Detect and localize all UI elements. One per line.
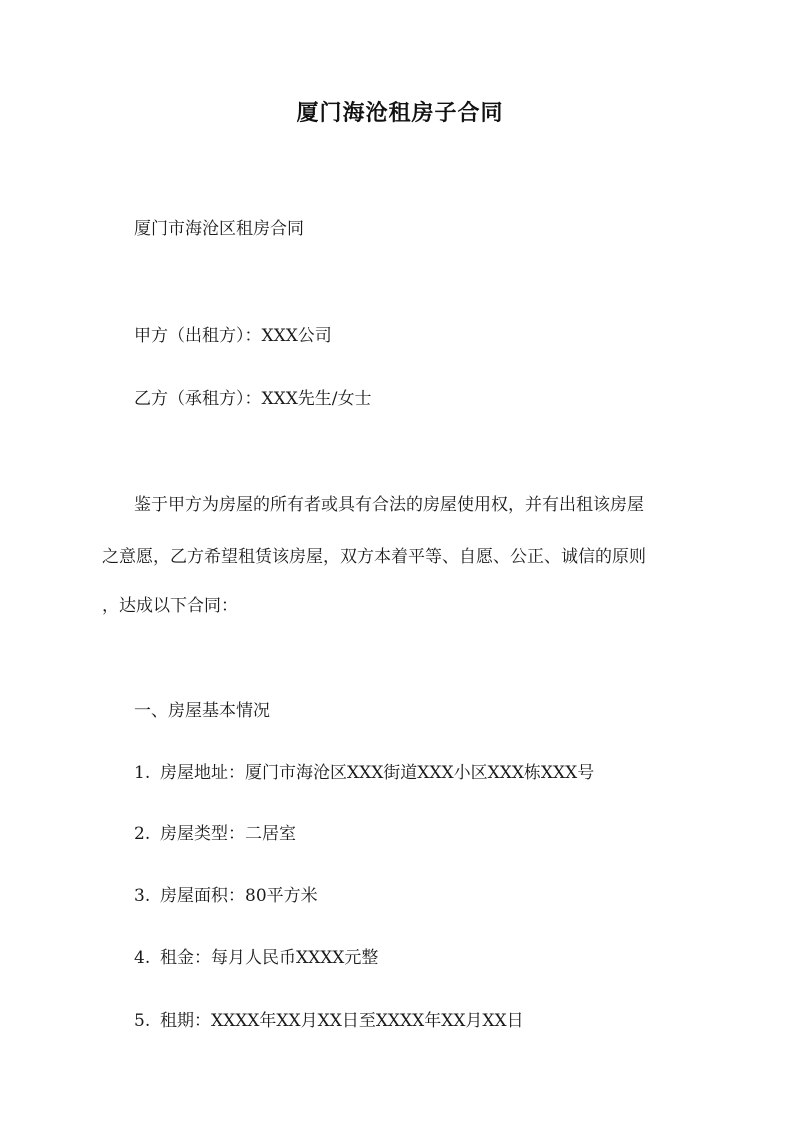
party-a-line: 甲方（出租方）：XXX公司 bbox=[134, 326, 332, 346]
list-item-number: 5. bbox=[134, 1011, 151, 1031]
list-item bbox=[134, 822, 296, 846]
preamble-line-1: 鉴于甲方为房屋的所有者或具有合法的房屋使用权，并有出租该房屋 bbox=[134, 495, 644, 515]
contract-subtitle: 厦门市海沧区租房合同 bbox=[134, 219, 304, 239]
list-item bbox=[134, 1009, 524, 1033]
list-item bbox=[134, 884, 318, 908]
list-item-number: 1. bbox=[134, 763, 151, 783]
list-item-number: 4. bbox=[134, 948, 151, 968]
list-item-number: 3. bbox=[134, 886, 151, 906]
preamble-line-3: ，达成以下合同： bbox=[102, 596, 238, 616]
list-item bbox=[134, 761, 594, 785]
list-item-text: 房屋面积：80平方米 bbox=[160, 886, 318, 906]
preamble-line-2: 之意愿，乙方希望租赁该房屋，双方本着平等、自愿、公正、诚信的原则 bbox=[102, 547, 646, 567]
list-item bbox=[134, 946, 378, 970]
list-item-text: 租金：每月人民币XXXX元整 bbox=[160, 948, 379, 968]
list-item-number: 2. bbox=[134, 824, 151, 844]
list-item-text: 房屋地址：厦门市海沧区XXX街道XXX小区XXX栋XXX号 bbox=[160, 763, 595, 783]
party-b-line: 乙方（承租方）：XXX先生/女士 bbox=[134, 389, 372, 409]
document-title: 厦门海沧租房子合同 bbox=[296, 100, 504, 126]
list-item-text: 租期：XXXX年XX月XX日至XXXX年XX月XX日 bbox=[160, 1011, 524, 1031]
list-item-text: 房屋类型：二居室 bbox=[160, 824, 296, 844]
section-heading: 一、房屋基本情况 bbox=[134, 701, 270, 721]
